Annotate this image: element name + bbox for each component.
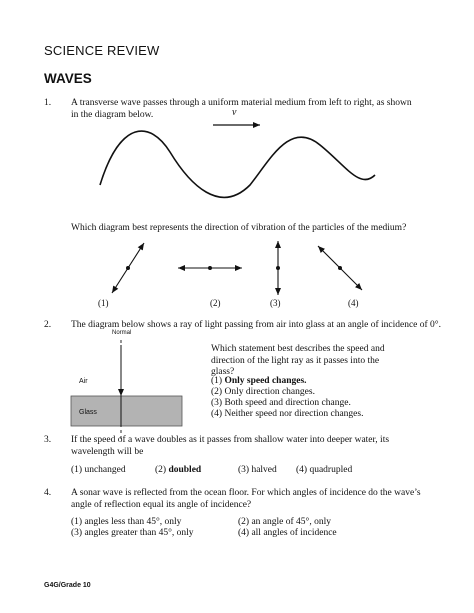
section-title: WAVES bbox=[44, 71, 92, 86]
q2-option-4[interactable]: (4) Neither speed nor direction changes. bbox=[211, 409, 364, 419]
q3-option-2[interactable]: (2) doubled bbox=[155, 465, 202, 475]
choice-3-diagram bbox=[276, 241, 280, 295]
page-footer: G4G/Grade 10 bbox=[44, 582, 91, 589]
q4-option-1[interactable]: (1) angles less than 45°, only bbox=[71, 517, 182, 527]
q4-option-4[interactable]: (4) all angles of incidence bbox=[238, 528, 337, 538]
choice-2-diagram bbox=[178, 266, 242, 270]
q4-number: 4. bbox=[44, 488, 52, 498]
choice-2-label[interactable]: (2) bbox=[210, 298, 221, 308]
choice-3-label[interactable]: (3) bbox=[270, 298, 281, 308]
q2-option-2[interactable]: (2) Only direction changes. bbox=[211, 387, 315, 397]
q3-option-3[interactable]: (3) halved bbox=[238, 465, 277, 475]
transverse-wave bbox=[100, 131, 375, 197]
q2-option-1[interactable]: (1) Only speed changes. bbox=[211, 376, 307, 386]
choice-1-label[interactable]: (1) bbox=[98, 298, 109, 308]
choice-4-diagram bbox=[318, 246, 362, 290]
normal-label: Normal bbox=[112, 330, 132, 336]
q2-number: 2. bbox=[44, 320, 52, 330]
choice-4-label[interactable]: (4) bbox=[348, 298, 359, 308]
q2-option-3[interactable]: (3) Both speed and direction change. bbox=[211, 398, 351, 408]
q2-prompt: Which statement best describes the speed and direction of the light ray as it passes into the glass? bbox=[211, 344, 385, 377]
velocity-label: v bbox=[232, 107, 237, 118]
air-label: Air bbox=[79, 378, 88, 385]
page-header: SCIENCE REVIEW bbox=[44, 43, 160, 58]
q3-number: 3. bbox=[44, 435, 52, 445]
q4-option-3[interactable]: (3) angles greater than 45°, only bbox=[71, 528, 194, 538]
glass-label: Glass bbox=[79, 409, 97, 416]
q3-text: If the speed of a wave doubles as it passes from shallow water into deeper water, its wavelength will be bbox=[71, 435, 390, 457]
q3-option-1[interactable]: (1) unchanged bbox=[71, 465, 126, 475]
q3-option-4[interactable]: (4) quadrupled bbox=[296, 465, 353, 475]
choice-1-diagram bbox=[112, 243, 144, 293]
q4-text: A sonar wave is reflected from the ocean floor. For which angles of incidence do the wave’s angle of reflection equal its angle of incidence? bbox=[71, 488, 421, 510]
q4-option-2[interactable]: (2) an angle of 45°, only bbox=[238, 517, 331, 527]
q1-subtext: Which diagram best represents the direction of vibration of the particles of the medium? bbox=[71, 223, 407, 233]
q1-number: 1. bbox=[44, 98, 52, 108]
q2-text: The diagram below shows a ray of light passing from air into glass at an angle of incidence of 0°. bbox=[71, 320, 441, 330]
q1-text: A transverse wave passes through a uniform material medium from left to right, as shown in the diagram below. bbox=[71, 98, 412, 120]
